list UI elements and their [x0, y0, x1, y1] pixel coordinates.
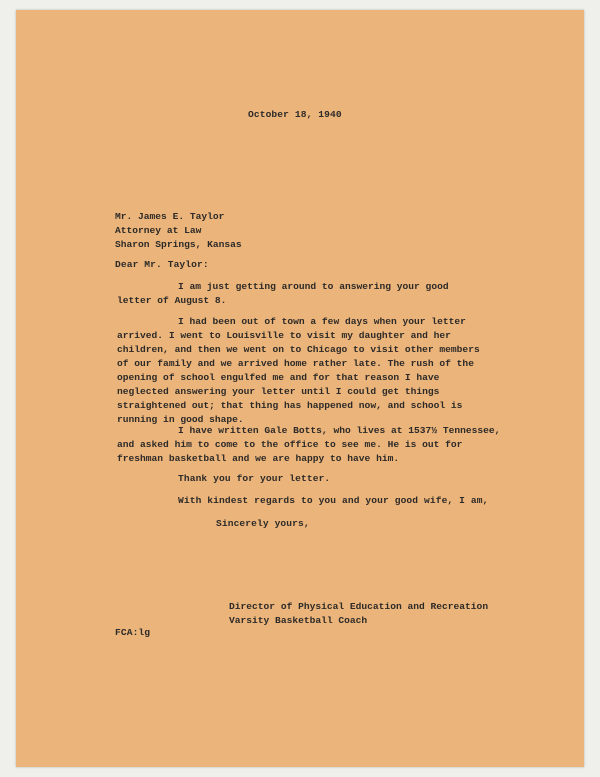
- recipient-title: Attorney at Law: [115, 225, 202, 236]
- paragraph-line: I am just getting around to answering your good: [178, 281, 449, 292]
- salutation: Dear Mr. Taylor:: [115, 259, 209, 270]
- paragraph-line: I have written Gale Botts, who lives at 1537½ Tennessee,: [178, 425, 501, 436]
- paragraph-line: children, and then we went on to Chicago to visit other members: [117, 344, 480, 355]
- paragraph-line: freshman basketball and we are happy to have him.: [117, 453, 400, 464]
- signature-title-line: Director of Physical Education and Recreation: [229, 601, 489, 612]
- paragraph-line: opening of school engulfed me and for that reason I have: [117, 372, 440, 383]
- paragraph-line: of our family and we arrived home rather late. The rush of the: [117, 358, 474, 369]
- paragraph-line: arrived. I went to Louisville to visit my daughter and her: [117, 330, 451, 341]
- recipient-location: Sharon Springs, Kansas: [115, 239, 242, 250]
- signature-block: [229, 600, 488, 628]
- closing: Sincerely yours,: [216, 518, 310, 529]
- paragraph-line: running in good shape.: [117, 414, 244, 425]
- letter-sheet: [16, 10, 584, 767]
- letter-date: October 18, 1940: [248, 109, 342, 120]
- paragraph-line: I had been out of town a few days when your letter: [178, 316, 466, 327]
- reference-initials: FCA:lg: [115, 627, 151, 638]
- paragraph-line: straightened out; that thing has happened now, and school is: [117, 400, 463, 411]
- regards-line: With kindest regards to you and your good wife, I am,: [178, 495, 489, 506]
- recipient-address: [115, 210, 242, 252]
- paragraph-line: letter of August 8.: [117, 295, 227, 306]
- thanks-line: Thank you for your letter.: [178, 473, 331, 484]
- paragraph-2: [117, 315, 480, 427]
- paragraph-line: and asked him to come to the office to see me. He is out for: [117, 439, 463, 450]
- recipient-name: Mr. James E. Taylor: [115, 211, 225, 222]
- paragraph-line: neglected answering your letter until I could get things: [117, 386, 440, 397]
- signature-title-line: Varsity Basketball Coach: [229, 615, 368, 626]
- paragraph-1: [117, 280, 449, 308]
- paragraph-3: [117, 424, 500, 466]
